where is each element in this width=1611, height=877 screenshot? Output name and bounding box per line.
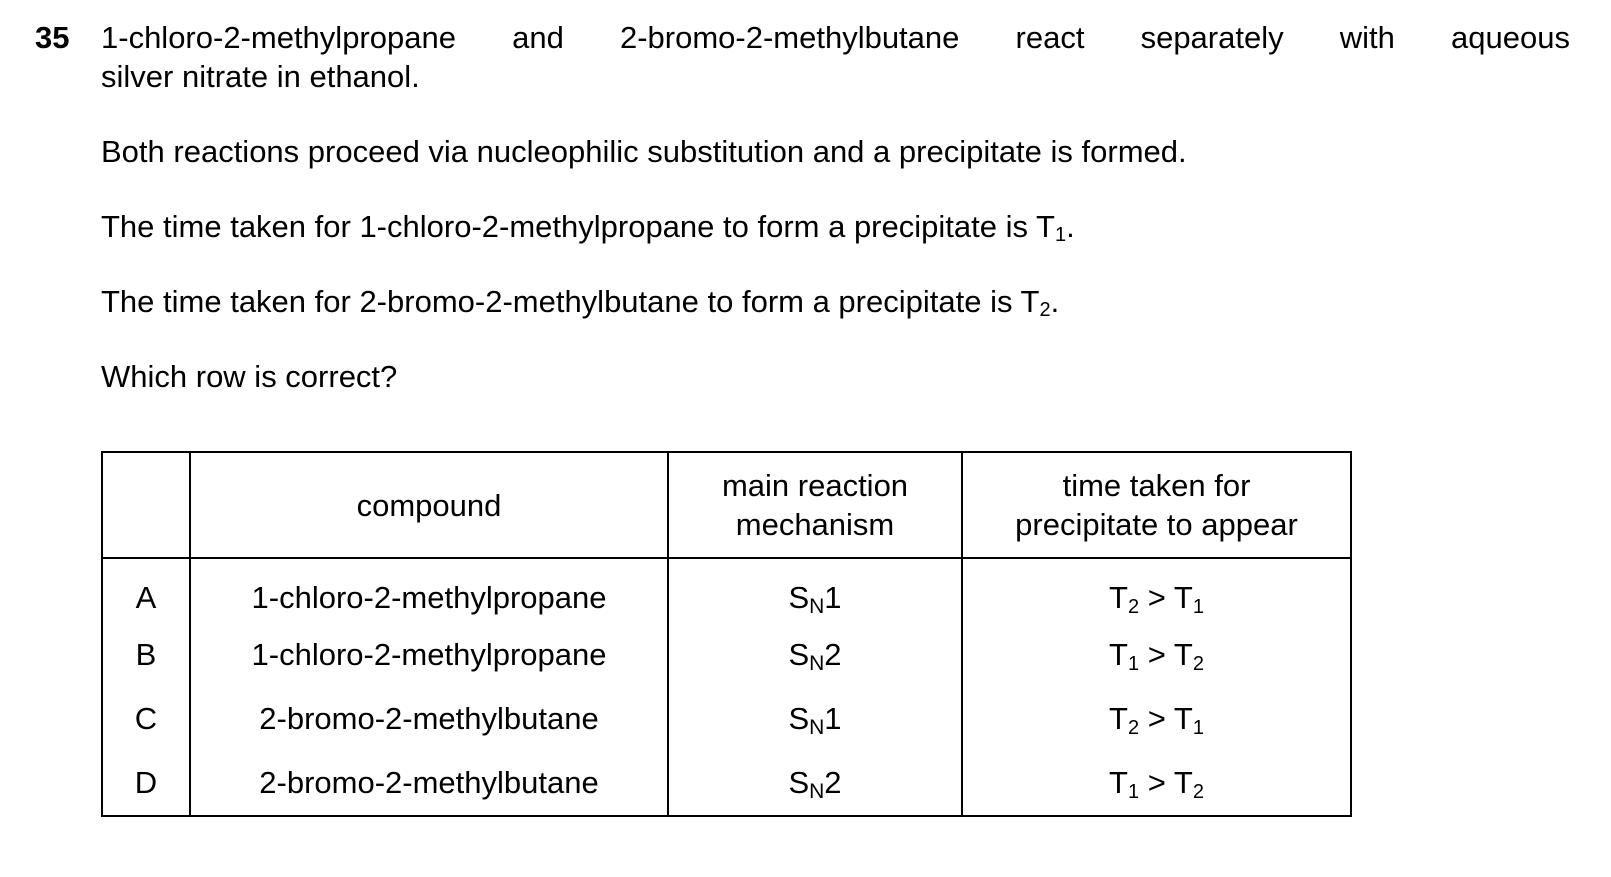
time-cell [962,558,1351,623]
stem-word: 1-chloro-2-methylpropane [101,20,456,55]
header-time [962,452,1351,558]
option-letter[interactable]: B [102,623,190,688]
mechanism-cell [668,752,962,817]
mech-s: S [788,701,810,737]
table-row[interactable] [102,687,1351,752]
t-sub: 2 [1192,652,1204,675]
time-t1-text: The time taken for 1-chloro-2-methylpropane to form a precipitate is T [101,209,1055,244]
mech-n: N [809,594,825,618]
comparator: > [1139,579,1174,615]
compound-cell: 1-chloro-2-methylpropane [190,558,668,623]
stem-word: aqueous [1451,20,1570,55]
stem-word: and [512,20,564,55]
compound-cell: 2-bromo-2-methylbutane [190,687,668,752]
table-header-row [102,452,1351,558]
mechanism-cell [668,558,962,623]
compound-cell: 1-chloro-2-methylpropane [190,623,668,688]
t-sub: 1 [1192,595,1204,618]
subscript: 1 [1054,224,1067,246]
t-symbol: T [1173,579,1193,615]
stem-word: 2-bromo-2-methylbutane [619,20,960,55]
question-stem-line-1 [101,20,1570,56]
comparator: > [1139,765,1174,801]
header-mechanism-line-2: mechanism [735,507,895,542]
mech-n: N [809,716,825,740]
mech-s: S [788,765,810,801]
header-letter-cell [102,452,190,558]
mech-order: 2 [824,636,842,672]
table-row[interactable] [102,623,1351,688]
t-symbol: T [1109,636,1128,672]
answer-table [101,451,1352,817]
t-sub: 2 [1192,781,1204,804]
header-time-line-2: precipitate to appear [1015,507,1298,542]
question-stem-line-2: silver nitrate in ethanol. [101,59,420,94]
header-time-line-1: time taken for [1062,468,1251,503]
time-cell [962,752,1351,817]
mechanism-cell [668,623,962,688]
header-mechanism-line-1: main reaction [721,468,909,503]
stem-word: with [1339,20,1395,55]
time-t2-statement [101,284,1059,320]
t-sub: 2 [1127,595,1140,618]
period: . [1050,284,1060,319]
table-row[interactable] [102,752,1351,817]
period: . [1066,209,1075,244]
t-sub: 1 [1127,652,1140,675]
subscript: 2 [1039,299,1051,321]
option-letter[interactable]: D [102,752,190,817]
mech-s: S [788,636,810,672]
t-sub: 1 [1127,781,1140,804]
option-letter[interactable]: C [102,687,190,752]
mech-order: 2 [824,765,842,801]
stem-word: separately [1140,20,1284,55]
question-number: 35 [35,20,70,55]
t-symbol: T [1173,636,1193,672]
t-symbol: T [1109,765,1128,801]
t-sub: 1 [1192,717,1204,740]
time-cell [962,687,1351,752]
header-mechanism [668,452,962,558]
time-t1-statement [101,209,1075,245]
t-sub: 2 [1127,717,1140,740]
option-letter[interactable]: A [102,558,190,623]
mechanism-cell [668,687,962,752]
t-symbol: T [1173,765,1193,801]
time-cell [962,623,1351,688]
mech-s: S [788,579,810,615]
mech-n: N [809,651,825,675]
question-prompt: Which row is correct? [101,359,398,394]
t-symbol: T [1173,701,1193,737]
mech-order: 1 [824,579,842,615]
table-row[interactable] [102,558,1351,623]
t-symbol: T [1109,579,1128,615]
compound-cell: 2-bromo-2-methylbutane [190,752,668,817]
comparator: > [1139,701,1174,737]
stem-word: react [1015,20,1085,55]
t-symbol: T [1109,701,1128,737]
reaction-statement: Both reactions proceed via nucleophilic substitution and a precipitate is formed. [101,134,1187,169]
comparator: > [1139,636,1174,672]
mech-n: N [809,780,825,804]
mech-order: 1 [824,701,842,737]
header-compound: compound [190,452,668,558]
time-t2-text: The time taken for 2-bromo-2-methylbutane to form a precipitate is T [101,284,1040,319]
